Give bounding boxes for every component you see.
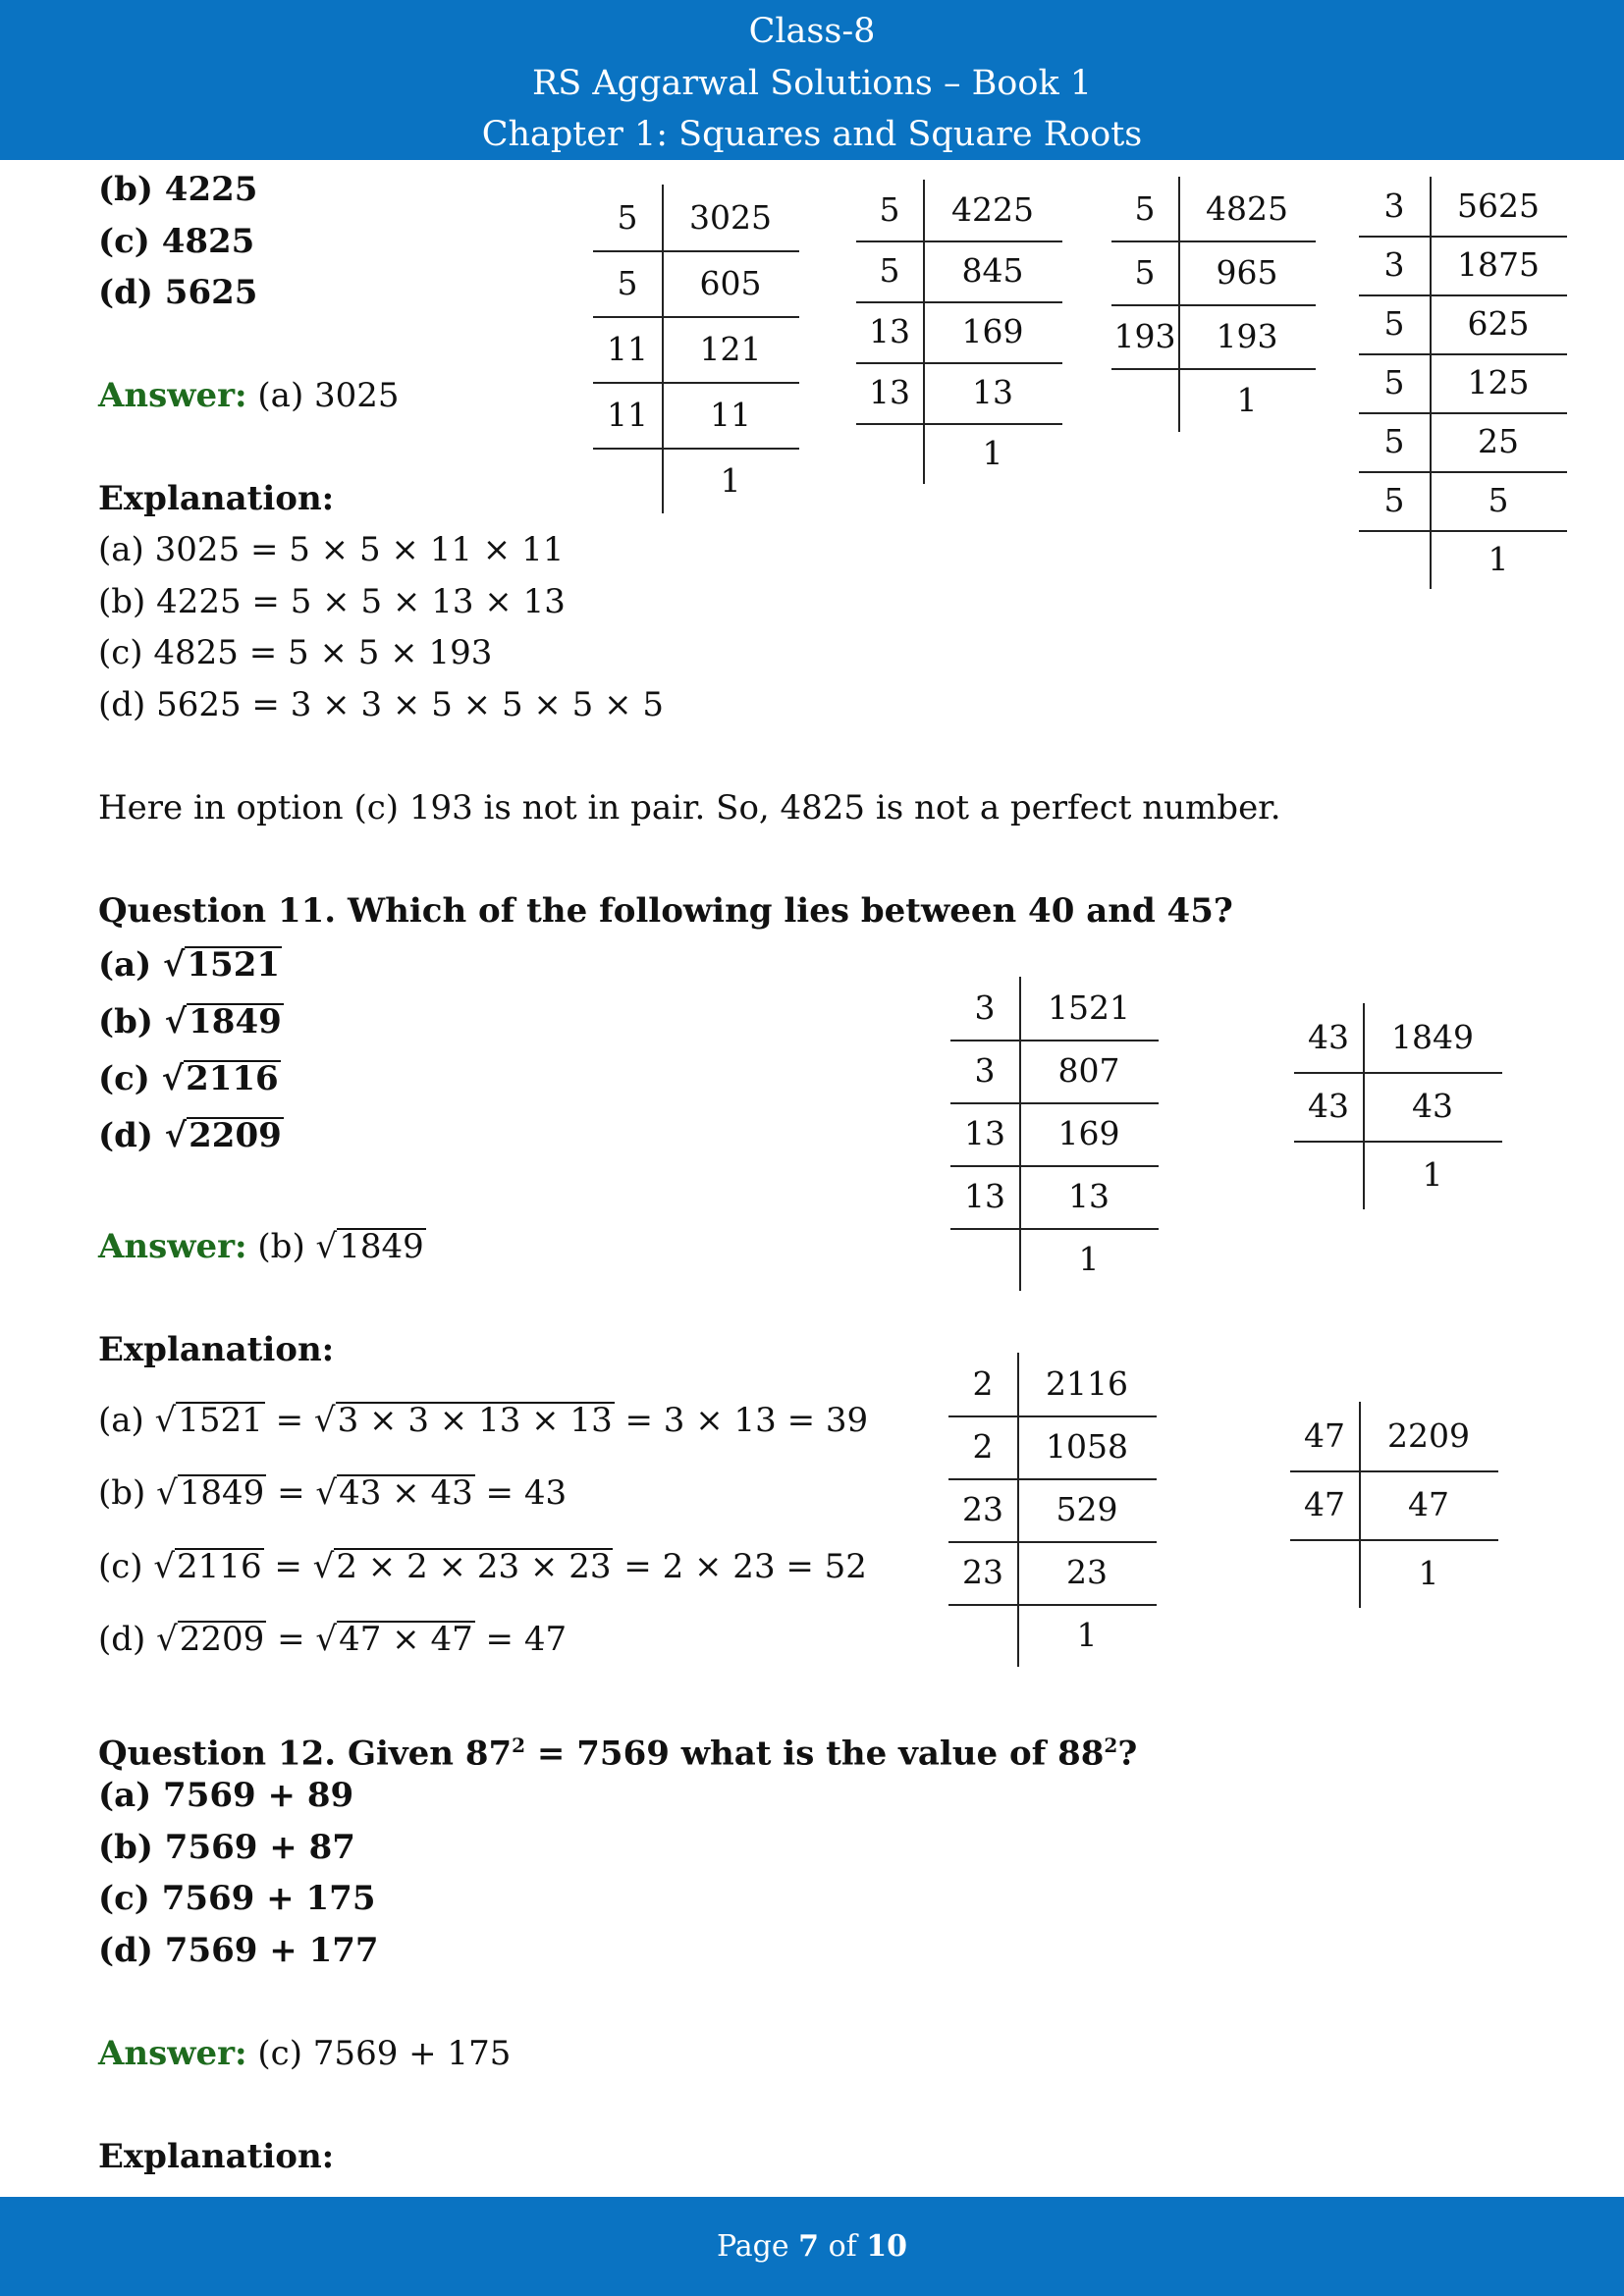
divisor-cell: 5	[617, 197, 638, 237]
division-table-1849	[1294, 1003, 1502, 1209]
q11-option-b: (b) √1849	[98, 1002, 282, 1041]
divisor-cell: 23	[962, 1553, 1003, 1591]
row-rule	[593, 382, 799, 384]
q12-option-c: (c) 7569 + 175	[98, 1879, 376, 1918]
quotient-cell: 625	[1467, 304, 1530, 343]
q10-explanation-label: Explanation:	[98, 479, 335, 518]
quotient-cell: 529	[1056, 1490, 1118, 1528]
division-table-5625	[1359, 177, 1567, 589]
divisor-cell: 13	[964, 1114, 1005, 1152]
q10-note: Here in option (c) 193 is not in pair. So, 4825 is not a perfect number.	[98, 788, 1281, 828]
quotient-cell: 2209	[1387, 1416, 1470, 1455]
row-rule	[856, 301, 1062, 303]
divisor-cell: 23	[962, 1490, 1003, 1528]
quotient-cell: 13	[1068, 1177, 1110, 1215]
row-rule	[948, 1415, 1157, 1417]
divisor-cell: 13	[869, 373, 910, 411]
q10-exp-b: (b) 4225 = 5 × 5 × 13 × 13	[98, 582, 566, 621]
quotient-cell: 1058	[1046, 1427, 1128, 1466]
divisor-cell: 47	[1304, 1485, 1345, 1523]
row-rule	[948, 1604, 1157, 1606]
divisor-cell: 5	[1134, 252, 1156, 292]
row-rule	[1359, 353, 1567, 355]
quotient-cell: 1	[1076, 1616, 1098, 1654]
q10-exp-a: (a) 3025 = 5 × 5 × 11 × 11	[98, 530, 565, 569]
q11-exp-c: (c) √2116 = √2 × 2 × 23 × 23 = 2 × 23 = 52	[98, 1547, 867, 1586]
q11-exp-a: (a) √1521 = √3 × 3 × 13 × 13 = 3 × 13 = 39	[98, 1401, 869, 1440]
divisor-cell: 5	[879, 251, 900, 290]
divisor-cell: 11	[607, 329, 648, 368]
q11-option-d: (d) √2209	[98, 1116, 282, 1155]
q10-exp-d: (d) 5625 = 3 × 3 × 5 × 5 × 5 × 5	[98, 685, 665, 724]
answer-text: (a) 3025	[257, 376, 400, 415]
q11-answer: Answer: (b) √1849	[98, 1227, 424, 1266]
total-pages: 10	[866, 2229, 908, 2264]
quotient-cell: 169	[1057, 1114, 1120, 1152]
division-table-2116	[948, 1353, 1157, 1667]
divisor-cell: 5	[1383, 363, 1405, 401]
row-rule	[1294, 1072, 1502, 1074]
divisor-cell: 3	[1383, 187, 1405, 225]
row-rule	[950, 1040, 1159, 1041]
divisor-cell: 13	[964, 1177, 1005, 1215]
quotient-cell: 3025	[689, 197, 772, 237]
quotient-cell: 125	[1467, 363, 1530, 401]
quotient-cell: 605	[699, 263, 762, 302]
quotient-cell: 1	[982, 434, 1003, 472]
quotient-cell: 1	[1422, 1155, 1443, 1194]
q12-option-a: (a) 7569 + 89	[98, 1776, 354, 1815]
row-rule	[1294, 1141, 1502, 1143]
quotient-cell: 5	[1488, 481, 1509, 519]
quotient-cell: 965	[1216, 252, 1278, 292]
row-rule	[1290, 1470, 1498, 1472]
quotient-cell: 1	[720, 460, 741, 500]
row-rule	[1111, 304, 1316, 306]
quotient-cell: 23	[1066, 1553, 1108, 1591]
header-book: RS Aggarwal Solutions – Book 1	[531, 64, 1093, 103]
row-rule	[593, 448, 799, 450]
header-chapter: Chapter 1: Squares and Square Roots	[481, 115, 1143, 154]
division-table-4825	[1111, 177, 1316, 432]
row-rule	[1111, 368, 1316, 370]
quotient-cell: 1875	[1457, 245, 1540, 284]
quotient-cell: 1	[1078, 1240, 1100, 1278]
row-rule	[593, 316, 799, 318]
quotient-cell: 807	[1057, 1051, 1120, 1090]
divisor-cell: 13	[869, 312, 910, 350]
quotient-cell: 121	[699, 329, 762, 368]
division-table-2209	[1290, 1402, 1498, 1608]
quotient-cell: 43	[1412, 1087, 1453, 1125]
q12-option-b: (b) 7569 + 87	[98, 1828, 355, 1867]
quotient-cell: 1	[1418, 1554, 1439, 1592]
row-rule	[948, 1478, 1157, 1480]
quotient-cell: 845	[961, 251, 1024, 290]
quotient-cell: 169	[961, 312, 1024, 350]
q10-option-b: (b) 4225	[98, 170, 258, 209]
quotient-cell: 4225	[951, 190, 1034, 229]
row-rule	[950, 1102, 1159, 1104]
quotient-cell: 25	[1478, 422, 1519, 460]
divisor-cell: 3	[974, 988, 996, 1027]
row-rule	[1290, 1539, 1498, 1541]
quotient-cell: 1	[1488, 540, 1509, 578]
q12-option-d: (d) 7569 + 177	[98, 1931, 379, 1970]
q11-option-c: (c) √2116	[98, 1059, 279, 1098]
row-rule	[948, 1541, 1157, 1543]
divisor-cell: 5	[1383, 304, 1405, 343]
current-page: 7	[798, 2229, 820, 2264]
division-table-4225	[856, 180, 1062, 484]
divisor-cell: 5	[617, 263, 638, 302]
divisor-cell: 3	[974, 1051, 996, 1090]
row-rule	[593, 250, 799, 252]
divisor-cell: 47	[1304, 1416, 1345, 1455]
divisor-cell: 2	[972, 1364, 994, 1403]
row-rule	[1359, 236, 1567, 238]
answer-radicand: 1849	[339, 1227, 424, 1266]
divisor-cell: 5	[879, 190, 900, 229]
q10-answer	[98, 375, 400, 416]
q11-exp-d: (d) √2209 = √47 × 47 = 47	[98, 1620, 568, 1659]
q12-answer	[98, 2033, 511, 2074]
quotient-cell: 4825	[1206, 188, 1288, 228]
quotient-cell: 13	[972, 373, 1013, 411]
divisor-cell: 5	[1383, 422, 1405, 460]
divisor-cell: 193	[1113, 316, 1176, 355]
quotient-cell: 11	[710, 395, 751, 434]
q12-question: Question 12. Given $87^2 = 7569$ what is the value of $88^2$?	[98, 1734, 1138, 1774]
row-rule	[1359, 471, 1567, 473]
divisor-cell: 2	[972, 1427, 994, 1466]
page-footer: Page 7 of 10	[0, 2197, 1624, 2296]
quotient-cell: 1	[1236, 380, 1258, 419]
division-table-3025	[593, 185, 799, 513]
quotient-cell: 2116	[1046, 1364, 1128, 1403]
divisor-cell: 5	[1134, 188, 1156, 228]
q11-explanation-label: Explanation:	[98, 1330, 335, 1369]
q11-question: Question 11. Which of the following lies between 40 and 45?	[98, 891, 1233, 931]
row-rule	[950, 1165, 1159, 1167]
quotient-cell: 1521	[1048, 988, 1130, 1027]
row-rule	[950, 1228, 1159, 1230]
divisor-cell: 3	[1383, 245, 1405, 284]
q11-option-a: (a) √1521	[98, 945, 281, 985]
quotient-cell: 47	[1408, 1485, 1449, 1523]
row-rule	[1111, 240, 1316, 242]
answer-label: Answer:	[98, 376, 247, 415]
quotient-cell: 5625	[1457, 187, 1540, 225]
q10-option-d: (d) 5625	[98, 273, 258, 312]
page-header	[0, 0, 1624, 160]
answer-label: Answer:	[98, 1227, 247, 1266]
answer-text: (c) 7569 + 175	[257, 2034, 512, 2073]
q11-exp-b: (b) √1849 = √43 × 43 = 43	[98, 1473, 568, 1513]
divisor-cell: 5	[1383, 481, 1405, 519]
row-rule	[856, 240, 1062, 242]
answer-label: Answer:	[98, 2034, 247, 2073]
row-rule	[1359, 294, 1567, 296]
division-table-1521	[950, 977, 1159, 1291]
quotient-cell: 1849	[1391, 1018, 1474, 1056]
row-rule	[856, 423, 1062, 425]
quotient-cell: 193	[1216, 316, 1278, 355]
q12-explanation-label: Explanation:	[98, 2137, 335, 2176]
q10-option-c: (c) 4825	[98, 222, 255, 261]
row-rule	[1359, 530, 1567, 532]
divisor-cell: 43	[1308, 1018, 1349, 1056]
row-rule	[1359, 412, 1567, 414]
row-rule	[856, 362, 1062, 364]
divisor-cell: 43	[1308, 1087, 1349, 1125]
q10-exp-c: (c) 4825 = 5 × 5 × 193	[98, 633, 493, 672]
header-class: Class-8	[748, 12, 876, 51]
divisor-cell: 11	[607, 395, 648, 434]
